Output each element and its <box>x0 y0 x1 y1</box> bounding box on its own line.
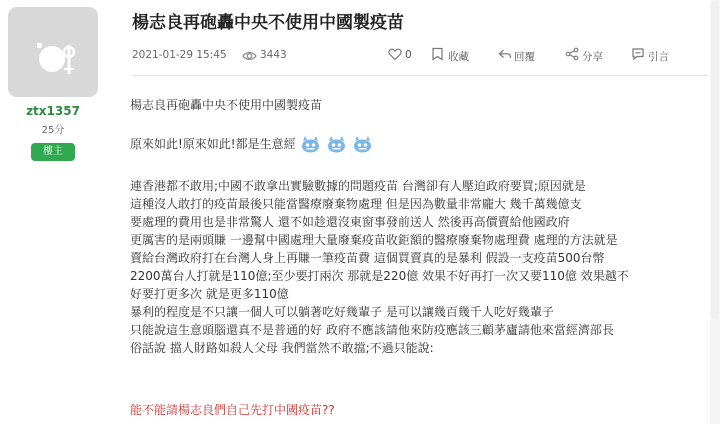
thread-owner-badge: 樓主 <box>31 143 75 161</box>
body-line: 賣給台灣政府打在台灣人身上再賺一筆疫苗費 這個買賣真的是暴利 假設一支疫苗500台幣 <box>130 251 605 265</box>
like-count: 0 <box>405 49 412 61</box>
view-count-value: 3443 <box>260 49 287 61</box>
body-headline: 楊志良再砲轟中央不使用中國製疫苗 <box>130 98 323 112</box>
emoji-icon <box>326 135 347 154</box>
quote-icon <box>631 47 645 61</box>
body-line: 更厲害的是兩頭賺 一邊幫中國處理大量廢棄疫苗收鉅額的醫療廢棄物處理費 處理的方法就是 <box>130 233 618 247</box>
body-highlight-question: 能不能請楊志良們自己先打中國疫苗?? <box>130 403 335 417</box>
collect-label: 收藏 <box>448 51 469 63</box>
bookmark-icon <box>431 47 444 61</box>
body-line-yuan <box>130 135 373 154</box>
quote-label: 引言 <box>648 51 669 63</box>
eye-icon <box>242 49 257 63</box>
body-line: 連香港都不敢用;中國不敢拿出實驗數據的問題疫苗 台灣卻有人壓迫政府要買;原因就是 <box>130 179 586 193</box>
share-label: 分享 <box>582 51 603 63</box>
heart-icon <box>388 47 402 61</box>
body-line: 俗話說 擋人財路如殺人父母 我們當然不敢擋;不過只能說: <box>130 341 434 355</box>
body-paragraph <box>130 177 629 357</box>
share-icon <box>565 47 579 61</box>
user-score: 25分 <box>41 125 65 136</box>
default-avatar-icon <box>8 7 98 97</box>
reply-label: 回覆 <box>514 51 535 63</box>
body-line: 2200萬台人打就是110億;至少要打兩次 那就是220億 效果不好再打一次又要110億 效果越不 <box>130 269 629 283</box>
post-meta-bar <box>132 46 692 66</box>
avatar[interactable] <box>8 7 98 97</box>
emoji-icon <box>300 135 321 154</box>
body-line: 這種沒人敢打的疫苗最後只能當醫療廢棄物處理 但是因為數量非常龐大 幾千萬幾億支 <box>130 197 582 211</box>
body-line: 好要打更多次 就是更多110億 <box>130 287 289 301</box>
post-date: 2021-01-29 15:45 <box>132 49 227 61</box>
username[interactable]: ztx1357 <box>26 104 80 118</box>
post-title: 楊志良再砲轟中央不使用中國製疫苗 <box>132 13 404 33</box>
author-panel <box>0 0 108 424</box>
scrollbar-thumb[interactable] <box>711 2 719 318</box>
emoji-icon <box>352 135 373 154</box>
body-line-yuan-text: 原來如此!原來如此!都是生意經 <box>130 137 296 151</box>
body-line: 暴利的程度是不只讓一個人可以躺著吃好幾輩子 是可以讓幾百幾千人吃好幾輩子 <box>130 305 554 319</box>
reply-icon <box>498 47 512 61</box>
body-line: 要處理的費用也是非常驚人 還不如趁還沒東窗事發前送人 然後再高價賣給他國政府 <box>130 215 570 229</box>
body-line: 只能說這生意頭腦還真不是普通的好 政府不應該請他來防疫應該三顧茅廬請他來當經濟部長 <box>130 323 614 337</box>
divider <box>132 75 708 76</box>
